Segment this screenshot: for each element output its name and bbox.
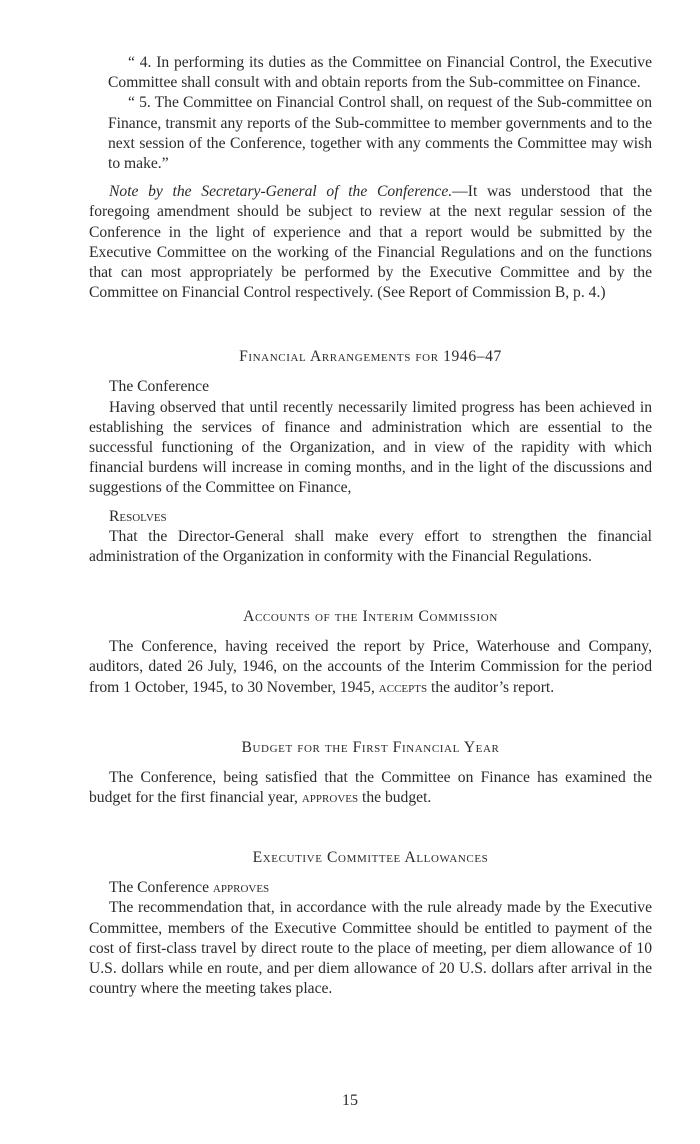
section3-text: The Conference, being satisfied that the Committee on Finance has examined the budget for the first financial year, <box>89 768 652 807</box>
section-heading-accounts: Accounts of the Interim Commission <box>243 608 498 626</box>
section-heading-executive-allowances: Executive Committee Allowances <box>252 849 489 867</box>
section2-text: The Conference, having received the report by Price, Waterhouse and Company, auditors, dated 26 July, 1946, on the accounts of the Interim Commission for the period from 1 October, 1945, to 30 November, 1945, <box>89 638 652 696</box>
document-page <box>89 53 652 1000</box>
section1-resolves: Resolves <box>109 507 167 525</box>
section4-intro <box>89 878 652 898</box>
section2-tail: the auditor’s report. <box>427 678 555 696</box>
page-number: 15 <box>342 1092 358 1109</box>
section3-approves: approves <box>301 789 359 807</box>
section1-intro: The Conference <box>109 378 210 396</box>
section3-tail: the budget. <box>358 789 432 807</box>
section4-body: The recommendation that, in accordance with the rule already made by the Executive Committee, members of the Executive Committee should be entitled to payment of the cost of first-class travel by direct route to the place of meeting, per diem allowance of 10 U.S. dollars while en route, and per diem allowance of 20 U.S. dollars after arrival in the country where the meeting takes place. <box>89 899 652 998</box>
section2-body <box>89 637 652 698</box>
section-heading-financial-arrangements: Financial Arrangements for 1946–47 <box>239 348 502 366</box>
secretary-general-note <box>89 182 652 303</box>
section1-resolution: That the Director-General shall make every effort to strengthen the financial administration of the Organization in conformity with the Financial Regulations. <box>89 527 652 566</box>
quote-paragraph-5: “ 5. The Committee on Financial Control shall, on request of the Sub-committee on Finance, transmit any reports of the Sub-committee to member governments and to the next session of the Conference, together with any comments the Committee may wish to make.” <box>108 94 652 173</box>
section3-body <box>89 768 652 808</box>
section4-approves: approves <box>212 879 270 897</box>
quoted-amendment <box>89 53 652 174</box>
quote-paragraph-4: “ 4. In performing its duties as the Committee on Financial Control, the Executive Committee shall consult with and obtain reports from the Sub-committee on Finance. <box>108 54 652 92</box>
note-body: —It was understood that the foregoing amendment should be subject to review at the next regular session of the Conference in the light of experience and that a report would be submitted by the Executive Committee on the working of the Financial Regulations and on the functions that can most appropriately be performed by the Executive Committee and by the Committee on Financial Control respectively. (See Report of Commission B, p. 4.) <box>89 183 652 302</box>
section4-conference: The Conference <box>109 879 210 897</box>
section1-body: Having observed that until recently necessarily limited progress has been achieved in establishing the services of finance and administration which are essential to the successful functioning of the Organization, and in view of the rapidity with which financial burdens will increase in coming months, and in the light of the discussions and suggestions of the Committee on Finance, <box>89 398 652 497</box>
note-lead: Note by the Secretary-General of the Conference. <box>109 183 453 201</box>
section2-accepts: accepts <box>378 678 428 696</box>
section-heading-budget: Budget for the First Financial Year <box>241 738 500 756</box>
